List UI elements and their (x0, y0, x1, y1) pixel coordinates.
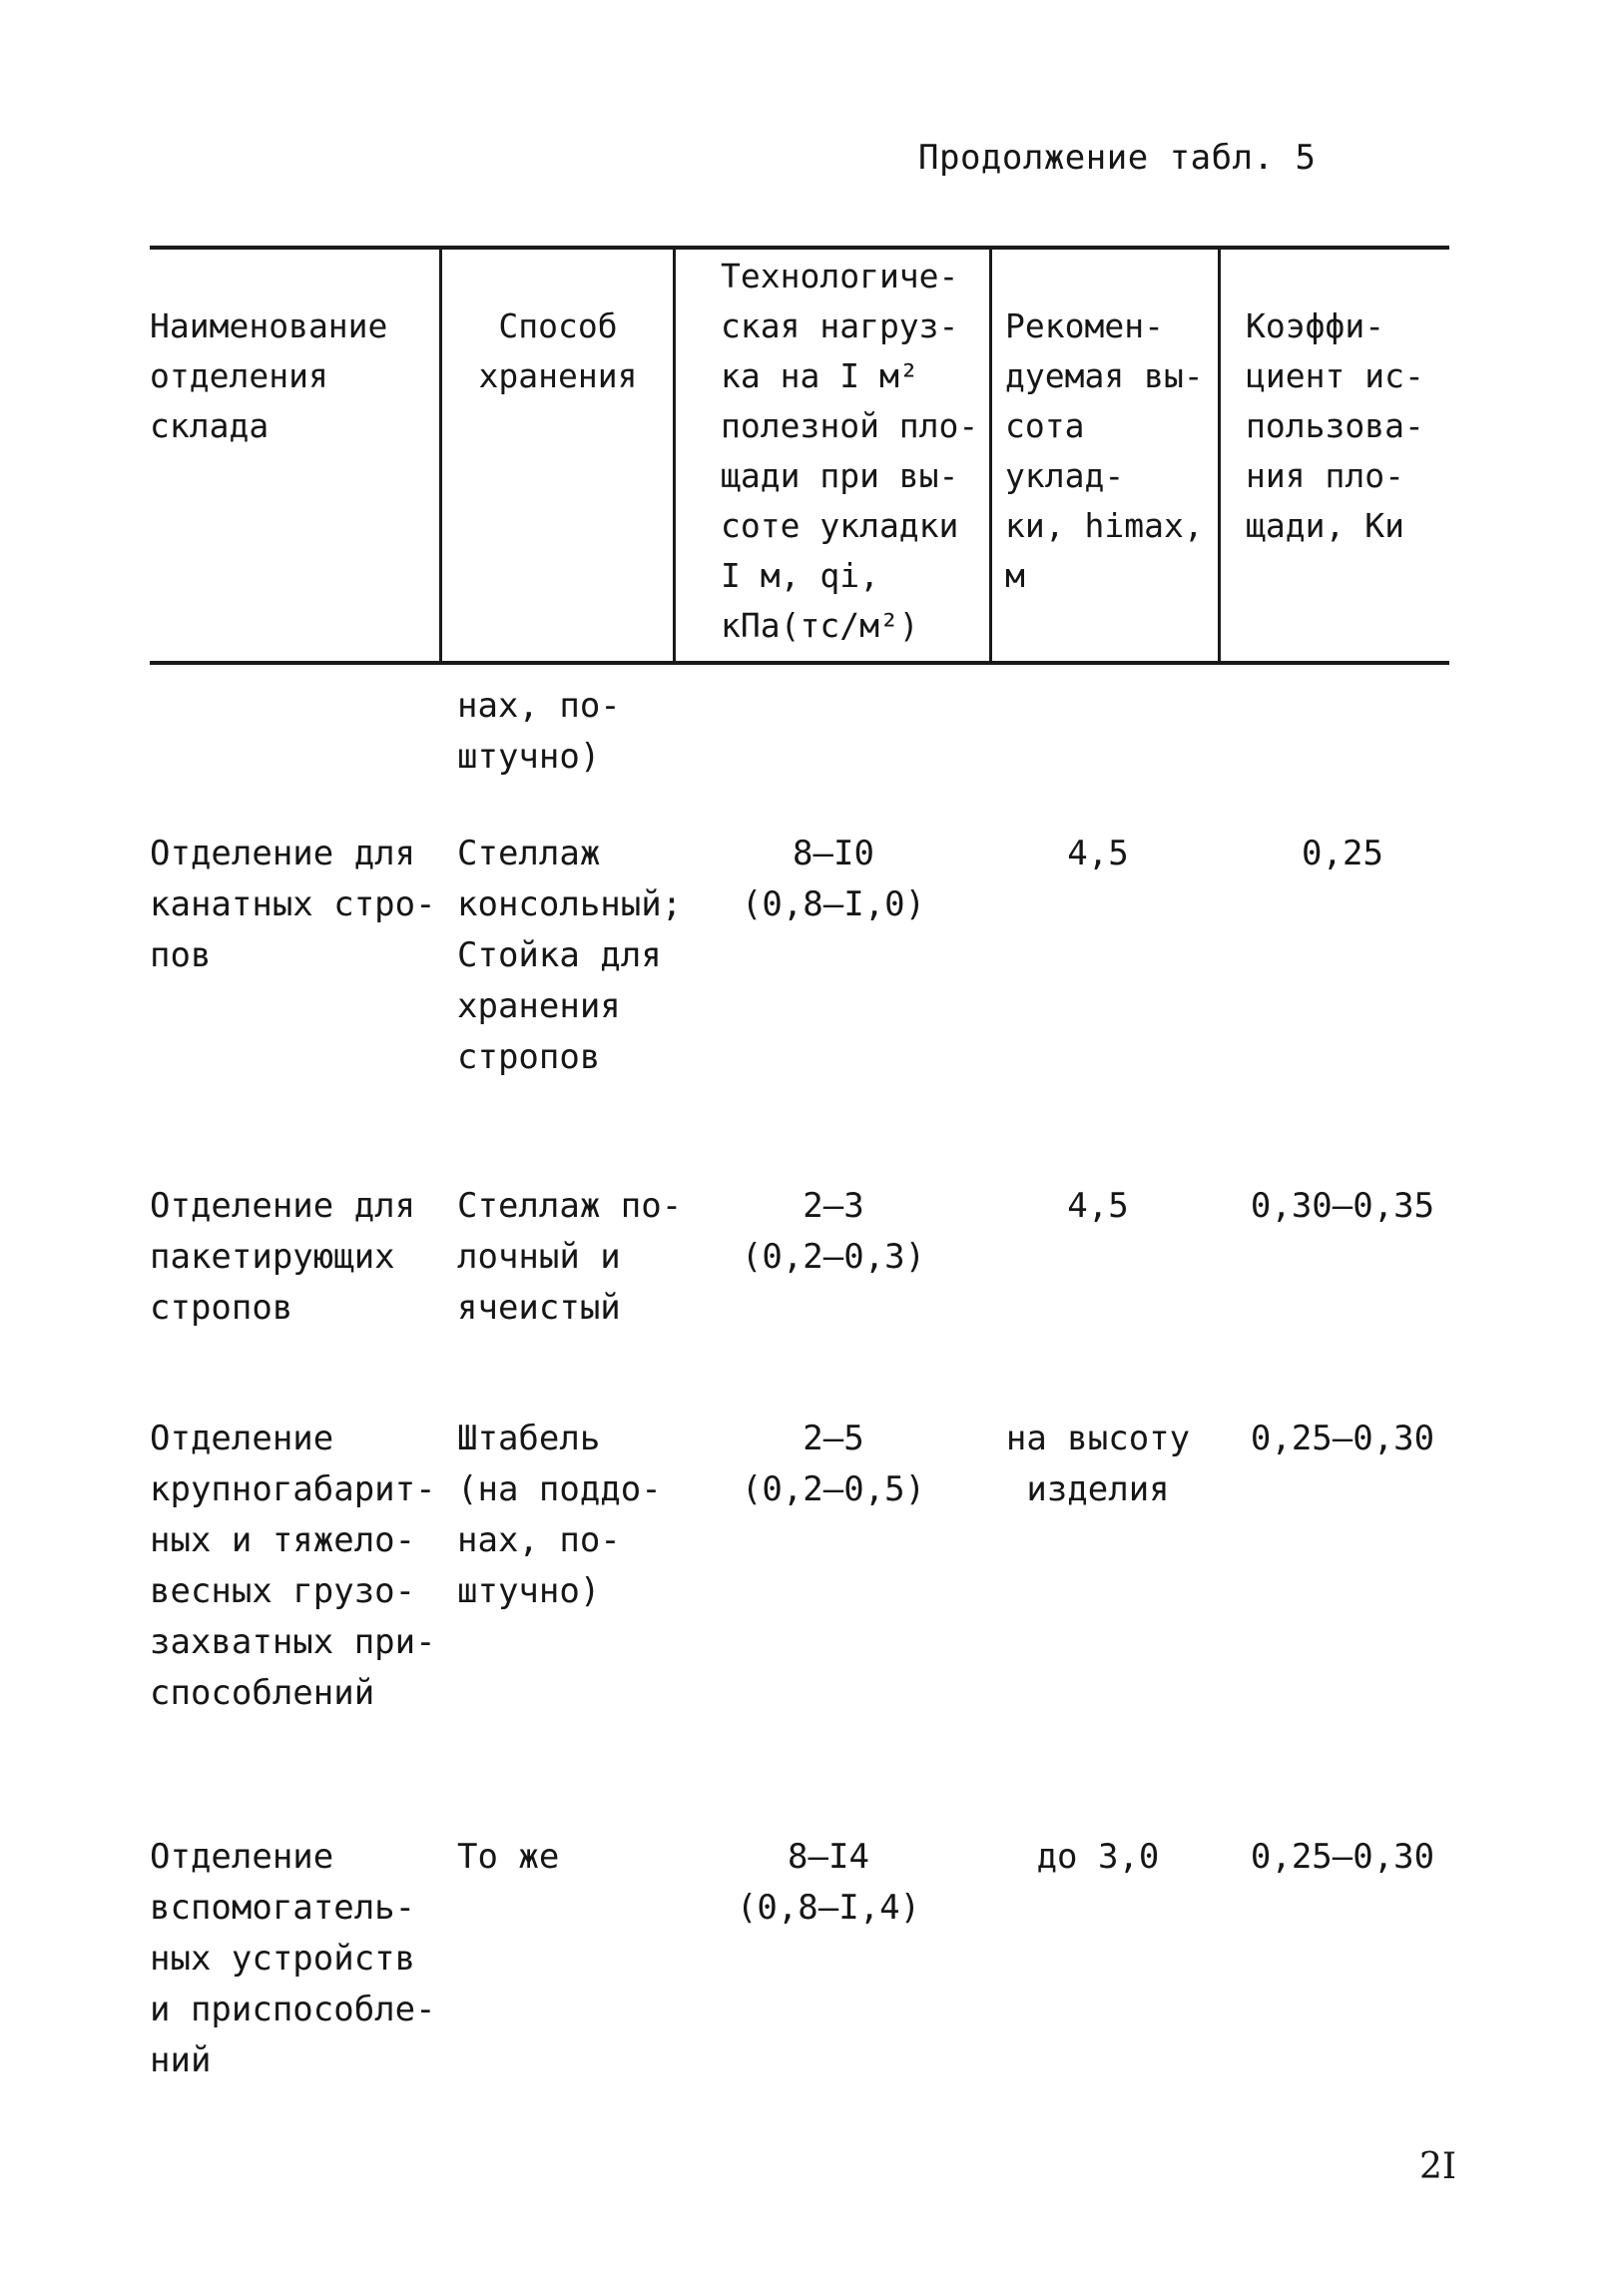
cell-height: на высоту изделия (1005, 1419, 1191, 1509)
column-divider-2 (673, 250, 676, 661)
cell-department: Отделение для канатных стро- пов (150, 834, 436, 975)
page-number: 2I (1419, 2146, 1457, 2187)
cell-storage: Штабель (на поддо- нах, по- штучно) (457, 1419, 662, 1611)
cell-storage: Стеллаж консольный; Стойка для хранения стропов (457, 834, 683, 1077)
cell-height: 4,5 (1067, 834, 1129, 873)
header-technological-load: Технологиче- ская нагруз- ка на I м² полезной пло- щади при вы- соте укладки I м, qi, кПа(тс/м²) (721, 257, 979, 645)
cell-coefficient: 0,25–0,30 (1250, 1419, 1435, 1458)
cell-department: Отделение вспомогатель- ных устройств и приспособле- ний (150, 1837, 436, 2080)
cell-load: 8–I4 (0,8–I,4) (736, 1837, 921, 1928)
column-divider-1 (439, 250, 442, 661)
cell-load: 2–3 (0,2–0,3) (741, 1186, 926, 1277)
cell-coefficient: 0,25 (1302, 834, 1383, 873)
column-divider-3 (989, 250, 992, 661)
cell-load: 8–I0 (0,8–I,0) (741, 834, 926, 924)
cell-coefficient: 0,25–0,30 (1250, 1837, 1435, 1877)
table-header-bottom-rule (150, 661, 1449, 665)
cell-department: Отделение для пакетирующих стропов (150, 1186, 416, 1328)
column-divider-4 (1218, 250, 1221, 661)
table-continuation-caption: Продолжение табл. 5 (918, 138, 1317, 178)
table-top-rule (150, 246, 1449, 250)
cell-coefficient: 0,30–0,35 (1250, 1186, 1435, 1226)
cell-storage: То же (457, 1837, 560, 1877)
header-area-usage-coefficient: Коэффи- циент ис- пользова- ния пло- щади, Kи (1246, 306, 1424, 545)
header-recommended-height: Рекомен- дуемая вы- сота уклад- ки, himax, м (1005, 306, 1204, 595)
cell-height: 4,5 (1067, 1186, 1129, 1226)
cell-storage: нах, по- штучно) (457, 686, 621, 777)
header-department: Наименование отделения склада (150, 306, 388, 445)
cell-load: 2–5 (0,2–0,5) (741, 1419, 926, 1509)
header-storage-method: Способ хранения (478, 306, 638, 395)
cell-department: Отделение крупногабарит- ных и тяжело- весных грузо- захватных при- способлений (150, 1419, 436, 1713)
cell-height: до 3,0 (1036, 1837, 1160, 1877)
cell-storage: Стеллаж по- лочный и ячеистый (457, 1186, 683, 1328)
